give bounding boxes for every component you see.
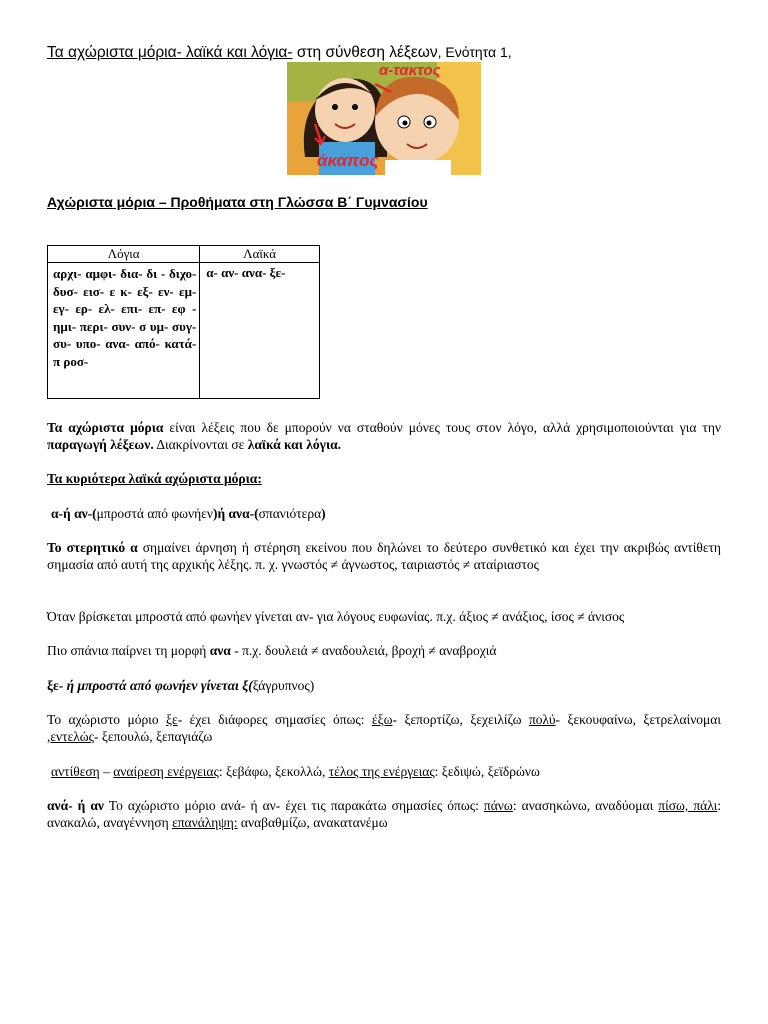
ana-text-4: αναβαθμίζω, ανακατανέμω — [237, 815, 388, 830]
definition-paragraph — [47, 419, 721, 453]
steritiko-term: Το στερητικό α — [47, 540, 138, 555]
steritiko-text: σημαίνει άρνηση ή στέρηση εκείνου που δηλώνει το δεύτερο συνθετικό και έχει την ακριβώς αντίθετη σημασία από αυτή της αρχικής λέξης. π. χ. γνωστός ≠ άγνωστος, ταιριαστός ≠ αταίριαστος — [47, 540, 721, 572]
definition-bold-2: παραγωγή λέξεων. — [47, 437, 154, 452]
rare-rule-bold: ανα — [209, 643, 231, 658]
xe-heading-text: ξάγρυπνος) — [252, 678, 315, 693]
table-cell-logia: αρχι- αμφι- δια- δι - διχο- δυσ- εισ- ε κ- εξ- εν- εμ- εγ- ερ- ελ- επι- επ- εφ - ημι- περι- συν- σ υμ- συγ- συ- υπο- ανα- από- κατά- π ροσ- — [48, 263, 200, 399]
alpha-heading-text-2: σπανιότερα — [258, 506, 322, 521]
table-header-logia: Λόγια — [48, 246, 200, 263]
antithesi-paragraph — [51, 763, 725, 780]
section-subtitle: Αχώριστα μόρια – Προθήματα στη Γλώσσα Β΄ Γυμνασίου — [47, 194, 428, 210]
ana-term: ανά- ή αν — [47, 798, 104, 813]
alpha-heading-bold-2: )ή ανα-( — [212, 506, 259, 521]
ana-text-1: Το αχώριστο μόριο ανά- ή αν- έχει τις παρακάτω σημασίες όπως: — [103, 798, 484, 813]
ana-underline-3: επανάληψη: — [172, 815, 238, 830]
table-header-laika: Λαϊκά — [200, 246, 320, 263]
alpha-heading — [51, 505, 725, 522]
definition-term: Τα αχώριστα μόρια — [47, 420, 164, 435]
xe-text-3: - ξεπορτίζω, ξεχειλίζω — [392, 712, 529, 727]
xe-heading — [47, 677, 721, 694]
rare-rule-text-2: - π.χ. δουλειά ≠ αναδουλειά, βροχή ≠ αναβροχιά — [230, 643, 497, 658]
main-heading: Τα κυριότερα λαϊκά αχώριστα μόρια: — [47, 471, 262, 486]
xe-text-5: - ξεπουλώ, ξεπαγιάζω — [94, 729, 213, 744]
ana-underline-1: πάνω — [483, 798, 513, 813]
xe-meanings-paragraph — [47, 711, 721, 745]
table-cell-laika: α- αν- ανα- ξε- — [200, 263, 320, 399]
xe-underline-2: έξω — [371, 712, 393, 727]
xe-heading-bold: ξε- — [47, 678, 67, 693]
xe-underline-4: εντελώς — [50, 729, 95, 744]
steritiko-paragraph — [47, 539, 721, 573]
definition-bold-3: λαϊκά και λόγια. — [247, 437, 342, 452]
title-sub: στη σύνθεση λέξεων — [292, 44, 438, 61]
alpha-heading-text-1: μπροστά από φωνήεν — [96, 506, 213, 521]
vowel-rule-paragraph: Όταν βρίσκεται μπροστά από φωνήεν γίνεται αν- για λόγους ευφωνίας. π.χ. άξιος ≠ ανάξιος, ίσος ≠ άνισος — [47, 609, 625, 624]
ana-text-3: : ανακαλώ, αναγέννηση — [47, 798, 722, 830]
definition-text: είναι λέξεις που δε μπορούν να σταθούν μόνες τους στον λόγο, αλλά χρησιμοποιούνται για την — [163, 420, 722, 435]
xe-text-2: - έχει διάφορες σημασίες όπως: — [177, 712, 372, 727]
antithesi-text-3: : ξεδιψώ, ξεϊδρώνω — [434, 764, 540, 779]
prefix-table — [47, 245, 320, 399]
xe-text-4: - ξεκουφαίνω, ξετρελαίνομαι , — [47, 712, 721, 744]
page-title — [47, 44, 512, 62]
xe-text-1: Το αχώριστο μόριο — [47, 712, 167, 727]
antithesi-underline-1: αντίθεση — [51, 764, 100, 779]
title-unit: , Ενότητα 1, — [437, 44, 512, 60]
cartoon-illustration — [287, 62, 481, 175]
title-main: Τα αχώριστα μόρια- λαϊκά και λόγια- — [47, 44, 293, 61]
ana-text-2: : ανασηκώνω, αναδύομαι — [512, 798, 659, 813]
ana-underline-2: πίσω, πάλι — [658, 798, 718, 813]
illustration-top-label: α-τακτος — [379, 62, 441, 79]
definition-text-2: Διακρίνονται σε — [153, 437, 248, 452]
antithesi-text-2: : ξεβάφω, ξεκολλώ, — [218, 764, 329, 779]
xe-underline-1: ξε — [166, 712, 178, 727]
alpha-heading-bold-3: ) — [321, 506, 326, 521]
ana-paragraph — [47, 797, 721, 831]
xe-underline-3: πολύ — [528, 712, 556, 727]
rare-rule-paragraph — [47, 642, 721, 659]
antithesi-text-1: – — [99, 764, 114, 779]
rare-rule-text-1: Πιο σπάνια παίρνει τη μορφή — [47, 643, 210, 658]
illustration-bottom-label: άκαπος — [317, 151, 379, 170]
xe-heading-bold-italic: ή μπροστά από φωνήεν γίνεται ξ( — [66, 678, 253, 693]
antithesi-underline-2: αναίρεση ενέργειας — [113, 764, 219, 779]
antithesi-underline-3: τέλος της ενέργειας — [328, 764, 435, 779]
alpha-heading-bold-1: α-ή αν-( — [51, 506, 97, 521]
